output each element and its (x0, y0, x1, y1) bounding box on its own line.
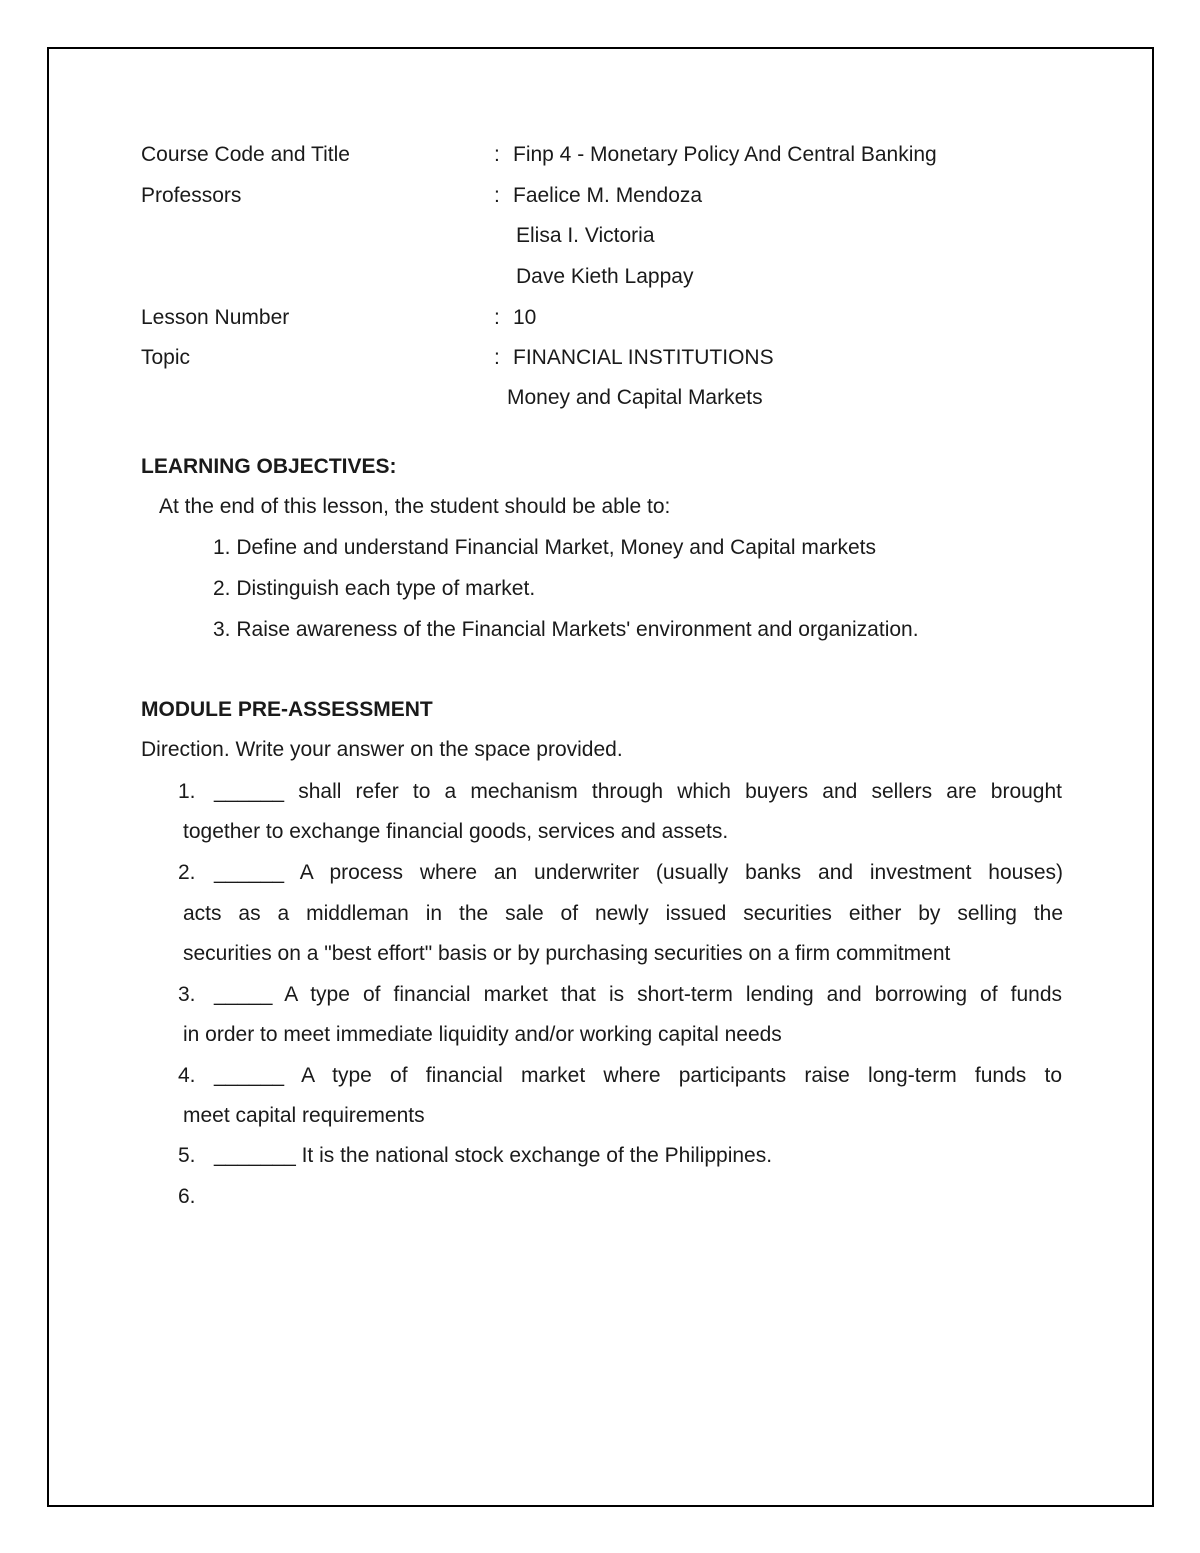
objective-item: 3. Raise awareness of the Financial Markets' environment and organization. (213, 618, 919, 641)
lesson-label: Lesson Number (141, 306, 290, 329)
colon: : (494, 346, 500, 369)
question-number: 4. (178, 1064, 196, 1087)
objectives-intro: At the end of this lesson, the student should be able to: (159, 495, 671, 518)
question-line: ______ A type of financial market where participants raise long-term funds to (214, 1064, 1062, 1087)
question-number: 1. (178, 780, 196, 803)
question-line: together to exchange financial goods, services and assets. (183, 820, 729, 843)
lesson-value: 10 (513, 306, 537, 329)
objective-item: 2. Distinguish each type of market. (213, 577, 536, 600)
question-number: 6. (178, 1185, 196, 1208)
professor-name: Elisa I. Victoria (516, 224, 655, 247)
assessment-direction: Direction. Write your answer on the space provided. (141, 738, 623, 761)
objective-item: 1. Define and understand Financial Market, Money and Capital markets (213, 536, 877, 559)
topic-subtitle: Money and Capital Markets (507, 386, 763, 409)
question-line: _____ A type of financial market that is short-term lending and borrowing of funds (214, 983, 1062, 1006)
question-line: securities on a "best effort" basis or by purchasing securities on a firm commitment (183, 942, 951, 965)
professor-name: Dave Kieth Lappay (516, 265, 694, 288)
colon: : (494, 184, 500, 207)
course-value: Finp 4 - Monetary Policy And Central Banking (513, 143, 937, 166)
question-number: 2. (178, 861, 196, 884)
topic-label: Topic (141, 346, 191, 369)
objectives-heading: LEARNING OBJECTIVES: (141, 455, 397, 478)
question-line: ______ A process where an underwriter (usually banks and investment houses) (214, 861, 1063, 884)
professor-name: Faelice M. Mendoza (513, 184, 703, 207)
course-label: Course Code and Title (141, 143, 350, 166)
question-number: 5. (178, 1144, 196, 1167)
question-line: acts as a middleman in the sale of newly issued securities either by selling the (183, 902, 1063, 925)
topic-value: FINANCIAL INSTITUTIONS (513, 346, 774, 369)
question-number: 3. (178, 983, 196, 1006)
question-line: in order to meet immediate liquidity and/or working capital needs (183, 1023, 782, 1046)
question-line: ______ shall refer to a mechanism through which buyers and sellers are brought (214, 780, 1062, 803)
professors-label: Professors (141, 184, 242, 207)
assessment-heading: MODULE PRE-ASSESSMENT (141, 698, 433, 721)
question-line: _______ It is the national stock exchange of the Philippines. (214, 1144, 773, 1167)
colon: : (494, 143, 500, 166)
colon: : (494, 306, 500, 329)
question-line: meet capital requirements (183, 1104, 425, 1127)
